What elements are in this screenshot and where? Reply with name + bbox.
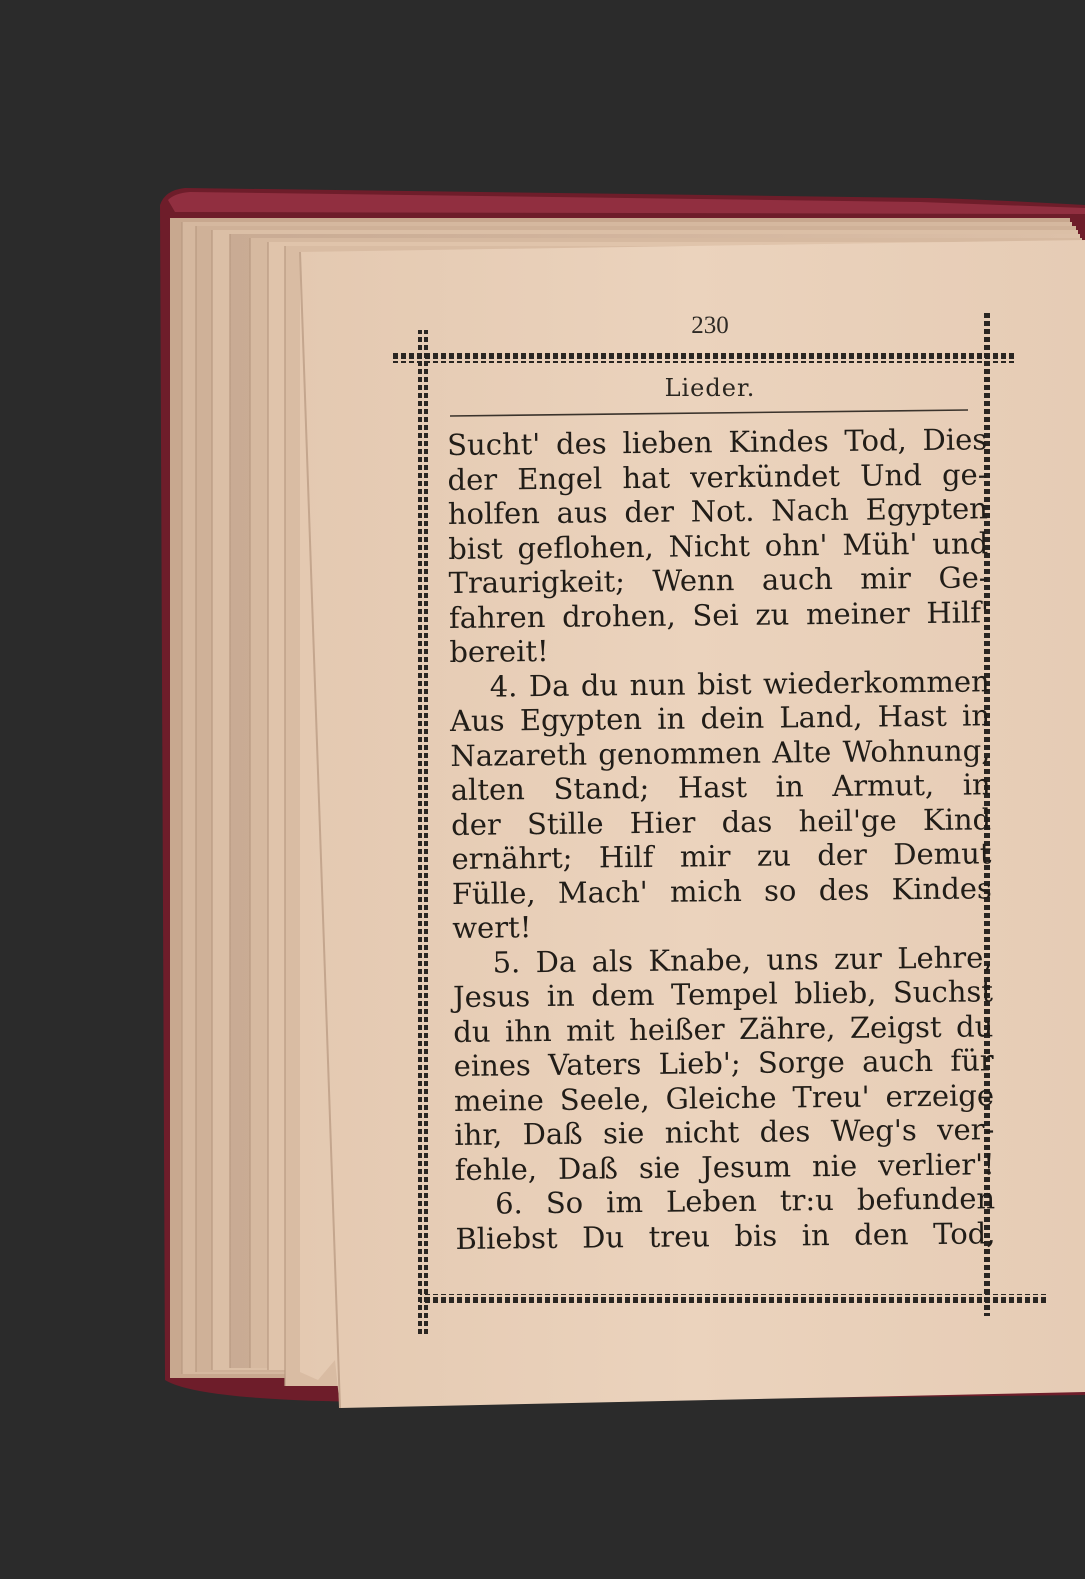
hymn-text-block (447, 422, 996, 1256)
text-line: 6. So im Leben tr:u befunden (494, 1181, 996, 1221)
ornament-frame-bottom (420, 1294, 1046, 1305)
running-title: Lieder. (664, 374, 756, 402)
text-line: bist geflohen, Nicht ohn' Müh' und (448, 525, 989, 566)
text-line: meine Seele, Gleiche Treu' erzeige (453, 1077, 995, 1118)
text-line: fehle, Daß sie Jesum nie verlier'! (454, 1146, 995, 1187)
text-line: du ihn mit heißer Zähre, Zeigst du (453, 1008, 994, 1049)
text-line: Sucht' des lieben Kindes Tod, Dies (447, 422, 988, 462)
text-line: eines Vaters Lieb'; Sorge auch für (453, 1043, 994, 1083)
text-line: Bliebst Du treu bis in den Tod, (455, 1215, 996, 1256)
text-line: Jesus in dem Tempel blieb, Suchst (452, 974, 994, 1014)
text-line: 5. Da als Knabe, uns zur Lehre, (492, 939, 993, 980)
ornament-frame-top (392, 352, 1016, 363)
text-line: 4. Da du nun bist wiederkommen (489, 663, 990, 704)
text-line: der Stille Hier das heil'ge Kind (450, 801, 992, 842)
ornament-frame-left (418, 330, 428, 1336)
text-line: Aus Egypten in dein Land, Hast in (449, 698, 991, 738)
text-line: ernährt; Hilf mir zu der Demut (451, 836, 992, 876)
text-line: holfen aus der Not. Nach Egypten (447, 491, 989, 531)
text-line: alten Stand; Hast in Armut, in (450, 767, 991, 807)
text-line: Traurigkeit; Wenn auch mir Ge- (448, 560, 989, 600)
text-line: ihr, Daß sie nicht des Weg's ver- (454, 1112, 995, 1152)
text-line: Fülle, Mach' mich so des Kindes (451, 870, 993, 911)
text-line: wert! (452, 910, 532, 945)
text-line: bereit! (449, 633, 549, 669)
text-line: der Engel hat verkündet Und ge- (447, 456, 988, 497)
text-line: Nazareth genommen Alte Wohnung, (450, 732, 991, 773)
text-line: fahren drohen, Sei zu meiner Hilf' (448, 594, 990, 635)
page-number: 230 (691, 312, 729, 339)
